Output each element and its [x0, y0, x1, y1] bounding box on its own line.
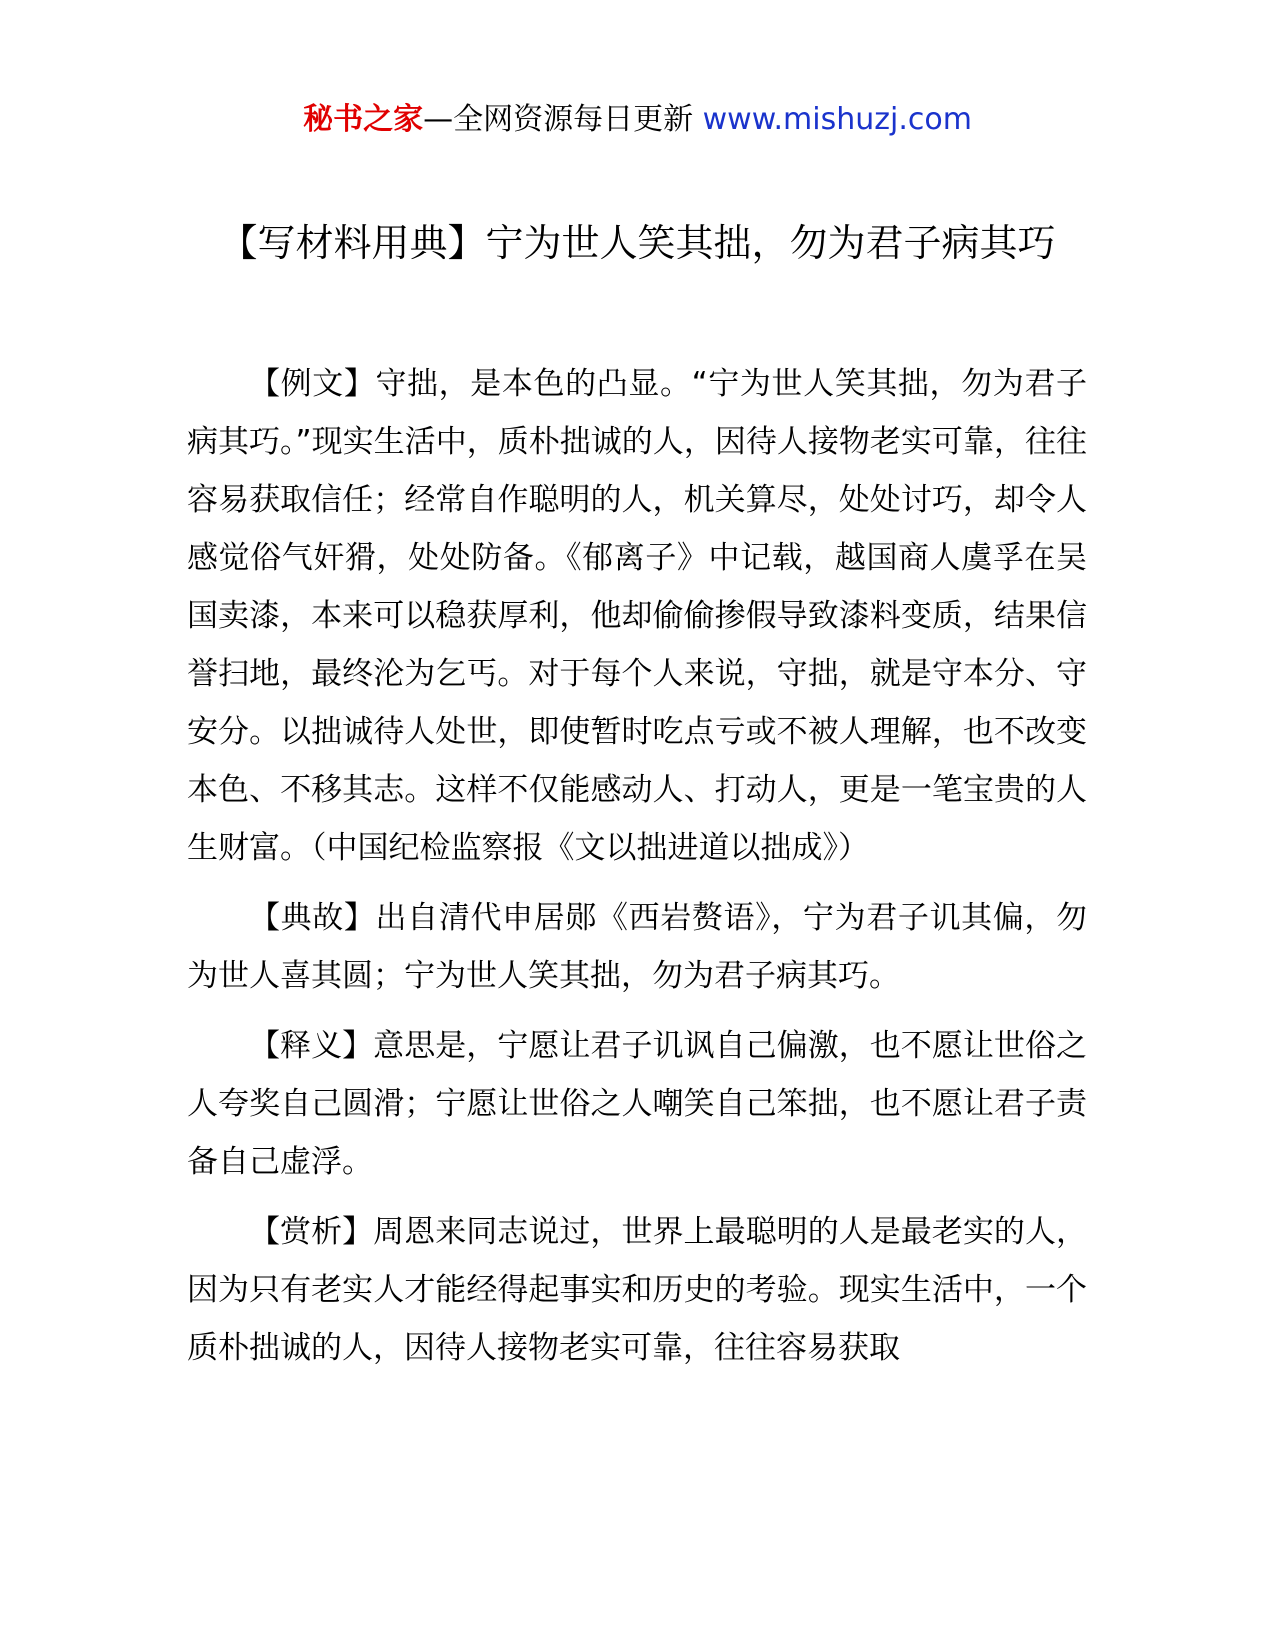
paragraph-text: 出自清代申居郧《西岩赘语》，宁为君子讥其偏，勿为世人喜其圆；宁为世人笑其拙，勿为君子病其巧。 — [187, 900, 1088, 994]
paragraph-text: 守拙，是本色的凸显。“宁为世人笑其拙，勿为君子病其巧。”现实生活中，质朴拙诚的人，因待人接物老实可靠，往往容易获取信任；经常自作聪明的人，机关算尽，处处讨巧，却令人感觉俗气奸猾，处处防备。《郁离子》中记载，越国商人虞孚在吴国卖漆，本来可以稳获厚利，他却偷偷掺假导致漆料变质，结果信誉扫地，最终沦为乞丐。对于每个人来说，守拙，就是守本分、守安分。以拙诚待人处世，即使暂时吃点亏或不被人理解，也不改变本色、不移其志。这样不仅能感动人、打动人，更是一笔宝贵的人生财富。（中国纪检监察报《文以拙进道以拙成》） — [187, 366, 1087, 866]
header-tagline: —全网资源每日更新 — [423, 102, 694, 137]
paragraph-example — [187, 355, 1087, 877]
paragraph-label: 【例文】 — [249, 366, 376, 402]
site-url-link[interactable]: www.mishuzj.com — [702, 102, 972, 137]
paragraph-appreciation — [187, 1203, 1087, 1377]
document-title: 【写材料用典】宁为世人笑其拙，勿为君子病其巧 — [219, 221, 1056, 265]
paragraph-allusion — [187, 889, 1087, 1005]
site-header — [0, 100, 1275, 140]
paragraph-text: 意思是，宁愿让君子讥讽自己偏激，也不愿让世俗之人夸奖自己圆滑；宁愿让世俗之人嘲笑自己笨拙，也不愿让君子责备自己虚浮。 — [187, 1028, 1087, 1180]
paragraph-label: 【赏析】 — [249, 1214, 374, 1250]
document-body — [187, 355, 1087, 1389]
paragraph-interpretation — [187, 1017, 1087, 1191]
paragraph-text: 周恩来同志说过，世界上最聪明的人是最老实的人，因为只有老实人才能经得起事实和历史的考验。现实生活中，一个质朴拙诚的人，因待人接物老实可靠，往往容易获取 — [187, 1214, 1087, 1366]
paragraph-label: 【释义】 — [249, 1028, 374, 1064]
brand-name: 秘书之家 — [303, 102, 424, 137]
paragraph-label: 【典故】 — [249, 900, 376, 936]
